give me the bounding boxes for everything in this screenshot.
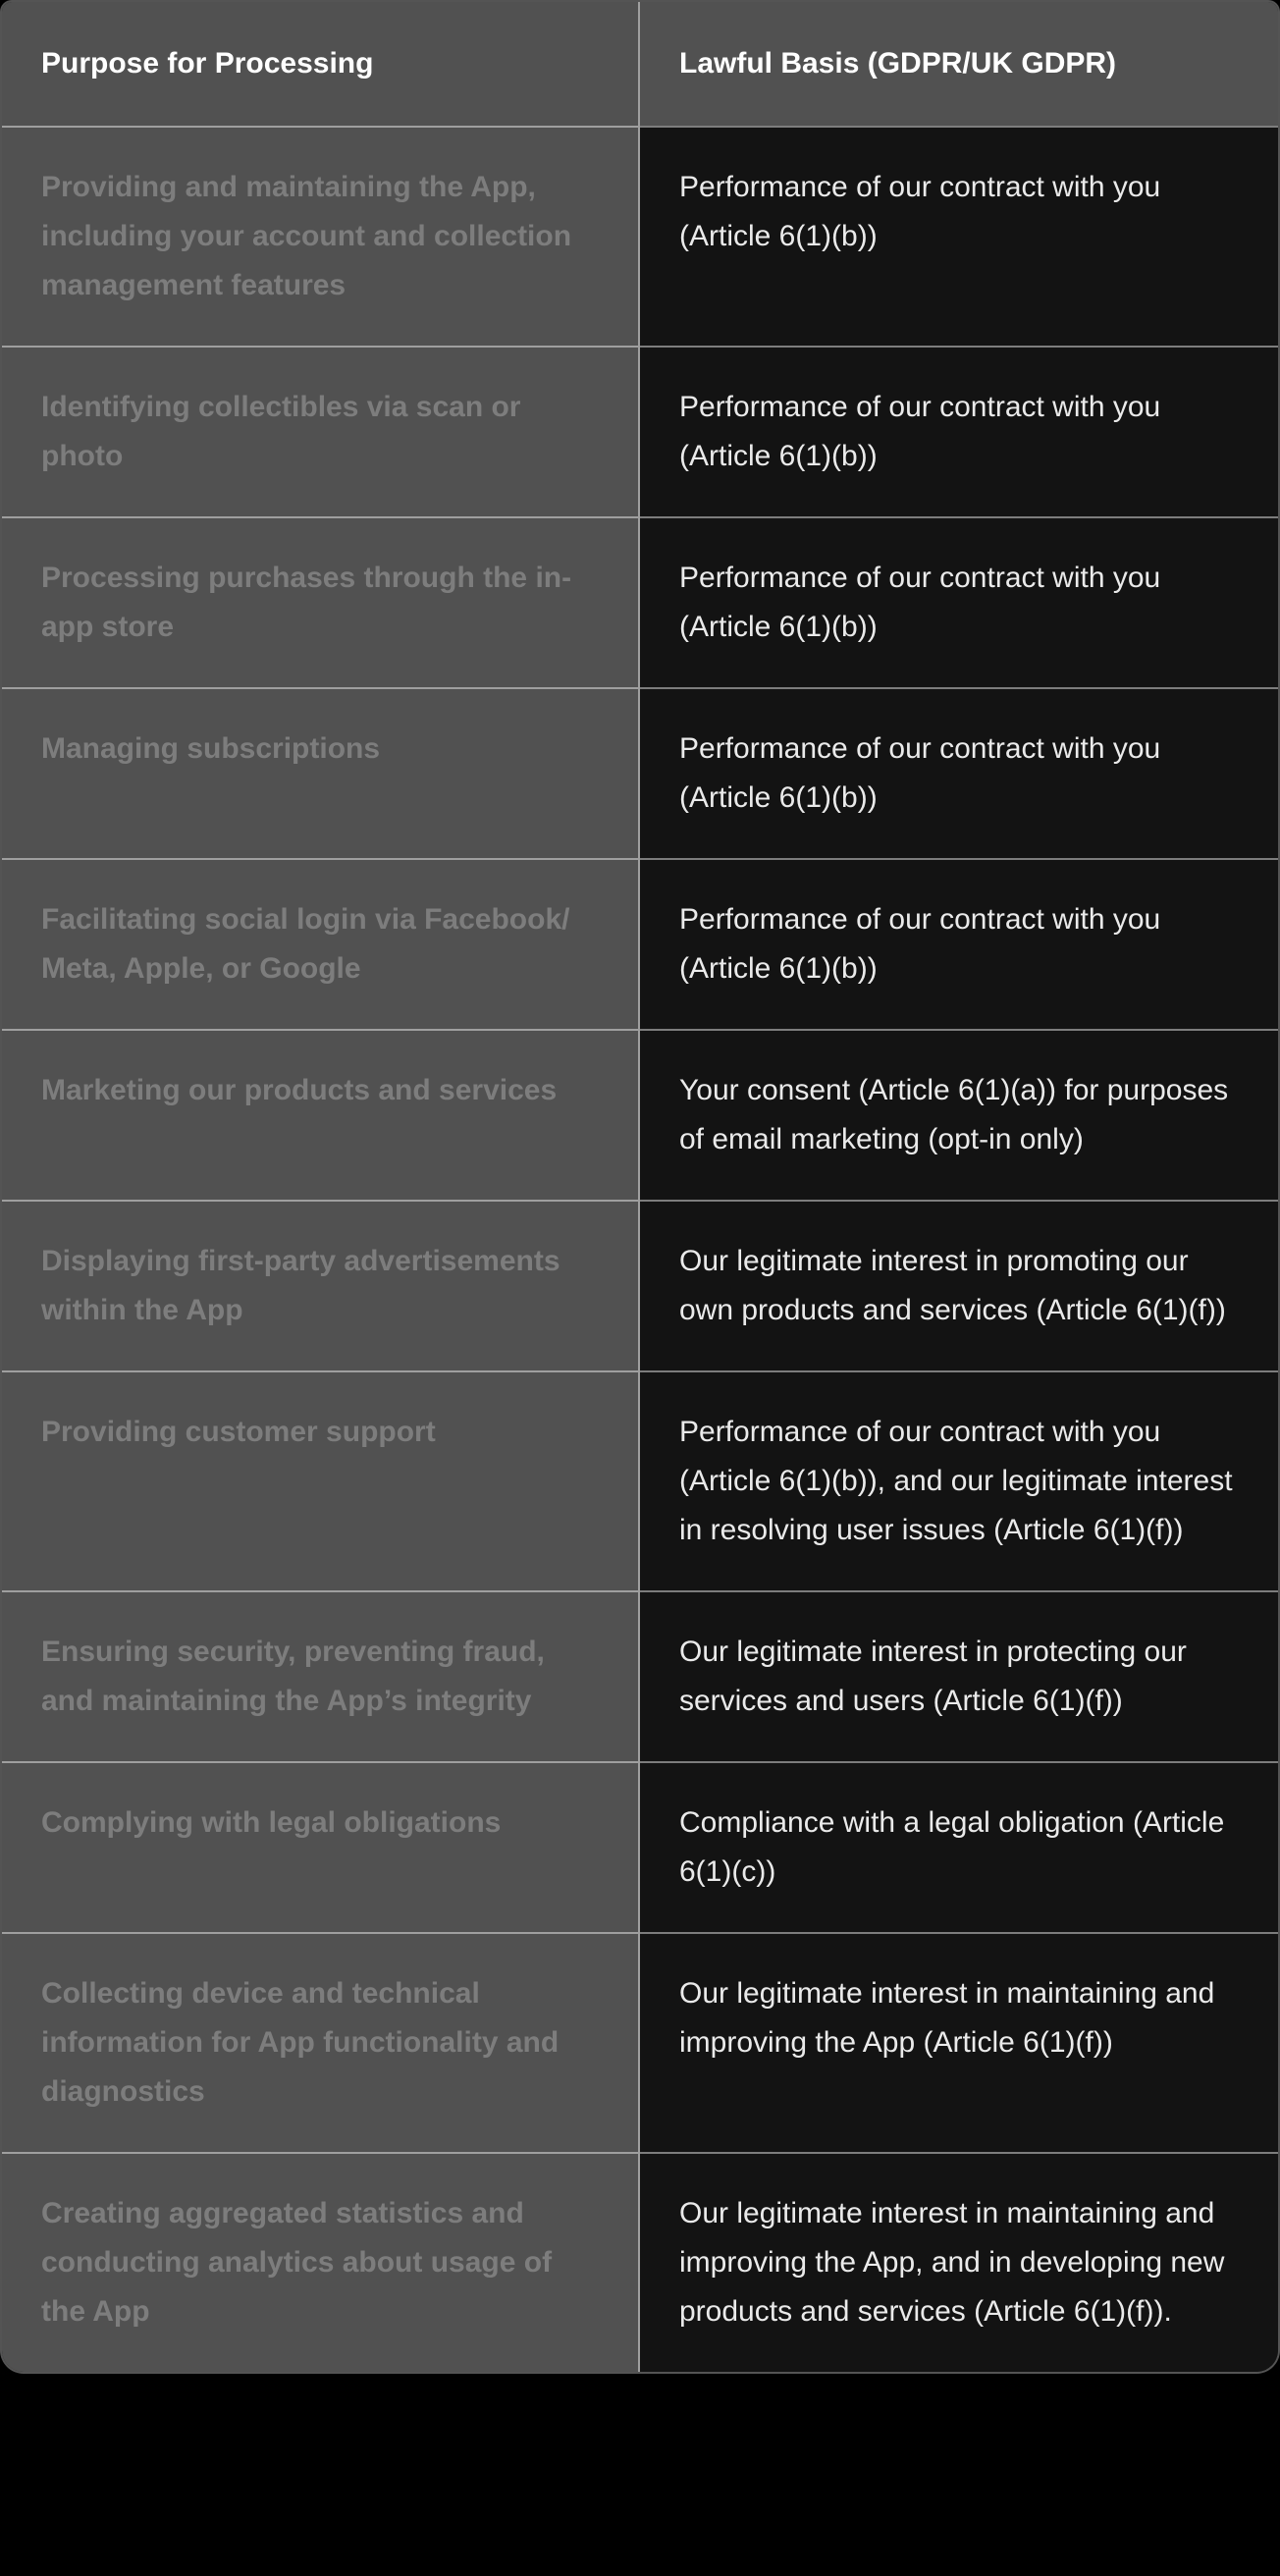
purpose-cell: Managing subscriptions <box>2 687 640 858</box>
basis-cell: Performance of our contract with you (Article 6(1)(b)) <box>640 346 1278 516</box>
table-row <box>2 858 1278 1029</box>
purpose-cell: Complying with legal obligations <box>2 1761 640 1932</box>
basis-cell: Performance of our contract with you (Article 6(1)(b)) <box>640 858 1278 1029</box>
purpose-cell: Providing customer support <box>2 1370 640 1590</box>
purpose-cell: Providing and maintaining the App, including your account and collection management features <box>2 126 640 346</box>
table-row <box>2 1761 1278 1932</box>
basis-cell: Your consent (Article 6(1)(a)) for purposes of email marketing (opt-in only) <box>640 1029 1278 1200</box>
table-row <box>2 516 1278 687</box>
table-row <box>2 1029 1278 1200</box>
purpose-cell: Facilitating social login via Facebook/​Meta, Apple, or Google <box>2 858 640 1029</box>
purpose-cell: Identifying collectibles via scan or photo <box>2 346 640 516</box>
basis-cell: Performance of our contract with you (Article 6(1)(b)) <box>640 516 1278 687</box>
table-header-row <box>2 2 1278 126</box>
purpose-cell: Ensuring security, preventing fraud, and maintaining the App’s integrity <box>2 1590 640 1761</box>
basis-header-cell: Lawful Basis (GDPR/UK GDPR) <box>640 2 1278 126</box>
table-row <box>2 346 1278 516</box>
purpose-cell: Collecting device and technical information for App functionality and diagnostics <box>2 1932 640 2152</box>
basis-cell: Compliance with a legal obligation (Article 6(1)(c)) <box>640 1761 1278 1932</box>
purpose-cell: Displaying first-party advertisements within the App <box>2 1200 640 1370</box>
purpose-header-cell: Purpose for Processing <box>2 2 640 126</box>
table-row <box>2 126 1278 346</box>
basis-cell: Our legitimate interest in protecting our services and users (Article 6(1)(f)) <box>640 1590 1278 1761</box>
purpose-cell: Processing purchases through the in-app store <box>2 516 640 687</box>
basis-cell: Performance of our contract with you (Article 6(1)(b)) <box>640 687 1278 858</box>
purpose-cell: Creating aggregated statistics and conducting analytics about usage of the App <box>2 2152 640 2372</box>
table-row <box>2 1370 1278 1590</box>
basis-cell: Our legitimate interest in promoting our own products and services (Article 6(1)(f)) <box>640 1200 1278 1370</box>
basis-cell: Our legitimate interest in maintaining and improving the App (Article 6(1)(f)) <box>640 1932 1278 2152</box>
table-row <box>2 1590 1278 1761</box>
table-row <box>2 1200 1278 1370</box>
purpose-cell: Marketing our products and services <box>2 1029 640 1200</box>
basis-cell: Performance of our contract with you (Article 6(1)(b)) <box>640 126 1278 346</box>
table-row <box>2 687 1278 858</box>
table-row <box>2 1932 1278 2152</box>
basis-cell: Performance of our contract with you (Article 6(1)(b)), and our legitimate interest in resolving user issues (Article 6(1)(f)) <box>640 1370 1278 1590</box>
table-row <box>2 2152 1278 2372</box>
basis-cell: Our legitimate interest in maintaining and improving the App, and in developing new products and services (Article 6(1)(f)). <box>640 2152 1278 2372</box>
